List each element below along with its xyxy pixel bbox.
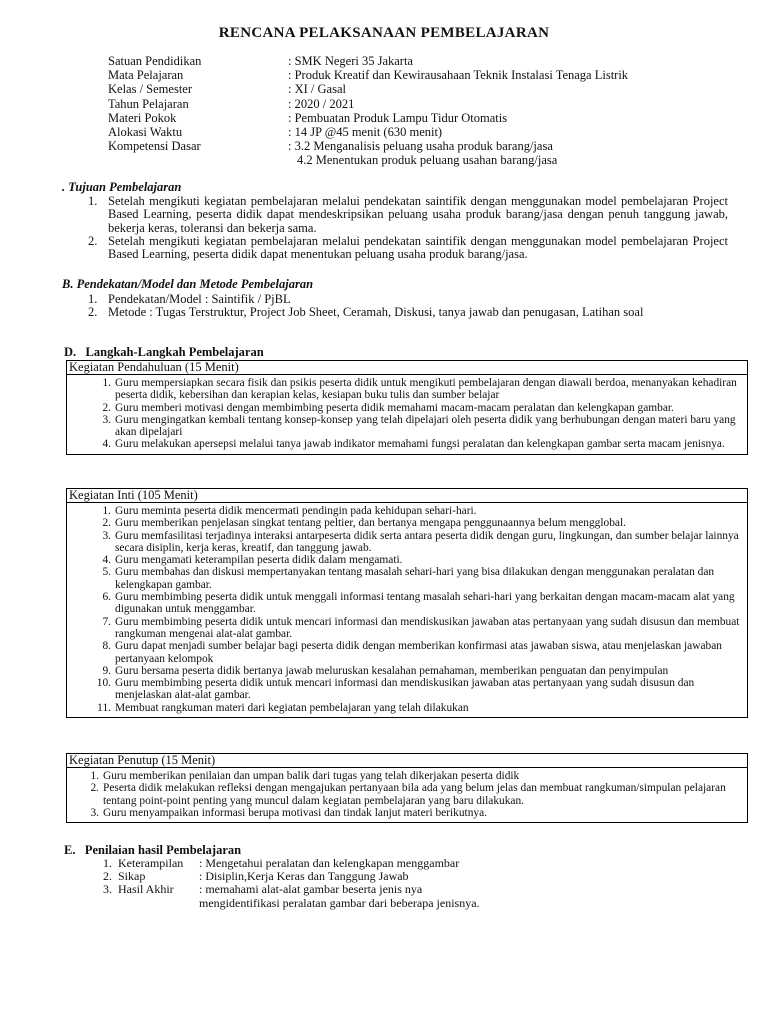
item-number: 1.	[102, 505, 111, 517]
list-item	[67, 807, 747, 819]
list-item	[67, 702, 747, 714]
section-b-list	[84, 293, 694, 320]
item-text: Pendekatan/Model : Saintifik / PjBL	[108, 292, 291, 306]
item-text: Setelah mengikuti kegiatan pembelajaran melalui pendekatan saintifik dengan menggunakan model pembelajaran Project Based Learning, peserta didik dapat mendeskripsikan peluang usaha produk barang/jasa dengan penuh tanggung jawab, bekerja keras, toleransi dan bekerja sama.	[108, 194, 728, 235]
item-text: Guru membimbing peserta didik untuk menggali informasi tentang masalah sehari-hari yang berkaitan dengan macam-macam alat yang digunakan untuk menggambar.	[115, 591, 735, 616]
list-item	[67, 566, 747, 591]
item-number: 1.	[90, 770, 99, 782]
info-row	[108, 68, 628, 82]
info-value: : Produk Kreatif dan Kewirausahaan Teknik Instalasi Tenaga Listrik	[288, 68, 629, 83]
item-value: : memahami alat-alat gambar beserta jenis nya	[199, 882, 423, 897]
list-item	[67, 530, 747, 555]
item-text: Guru memberi motivasi dengan membimbing peserta didik memahami macam-macam peralatan dan kelengkapan gambar.	[115, 401, 674, 414]
info-label: Kelas / Semester	[108, 82, 193, 97]
item-text: Guru memfasilitasi terjadinya interaksi antarpeserta didik serta antara peserta didik dengan guru, lingkungan, dan sumber belajar lainnya secara disiplin, kerja keras, kreatif, dan tanggung jawab.	[115, 529, 739, 554]
item-number: 2.	[102, 517, 111, 530]
item-number: 3.	[102, 413, 111, 426]
item-number: 2.	[88, 305, 98, 320]
item-number: 8.	[102, 640, 111, 653]
info-row	[108, 125, 628, 139]
info-row	[108, 97, 628, 111]
item-text: Guru meminta peserta didik mencermati pendingin pada kehidupan sehari-hari.	[115, 505, 477, 517]
item-key: Sikap	[118, 869, 146, 884]
item-number: 3.	[102, 529, 111, 542]
item-text: Membuat rangkuman materi dari kegiatan pembelajaran yang telah dilakukan	[115, 701, 469, 714]
item-text: Guru memberikan penilaian dan umpan balik dari tugas yang telah dikerjakan peserta didik	[103, 770, 520, 782]
kegiatan-penutup-header: Kegiatan Penutup (15 Menit)	[67, 754, 747, 768]
section-e-list	[90, 857, 480, 910]
item-text: Metode : Tugas Terstruktur, Project Job Sheet, Ceramah, Diskusi, tanya jawab dan penugasan, Latihan soal	[108, 305, 644, 320]
item-text: Guru dapat menjadi sumber belajar bagi peserta didik dengan memberikan konfirmasi atas jawaban siswa, atau menjelaskan jawaban pertanyaan kelompok	[115, 640, 722, 665]
kegiatan-inti-box	[66, 488, 748, 718]
info-label: Alokasi Waktu	[108, 125, 183, 140]
list-item	[67, 402, 747, 414]
info-continuation: 4.2 Menentukan produk peluang usahan barang/jasa	[297, 153, 558, 168]
section-a-title: . Tujuan Pembelajaran	[62, 180, 182, 194]
item-number: 9.	[102, 664, 111, 677]
info-row	[108, 139, 628, 153]
info-label: Kompetensi Dasar	[108, 139, 201, 154]
item-number: 2.	[88, 233, 98, 248]
item-number: 5.	[102, 566, 111, 579]
item-text: Guru mengamati keterampilan peserta didik dalam mengamati.	[115, 554, 403, 567]
list-item	[84, 195, 728, 235]
list-item	[67, 782, 747, 807]
kegiatan-penutup-box	[66, 753, 748, 823]
list-item	[67, 770, 747, 782]
list-item	[67, 377, 747, 402]
section-a-list	[84, 195, 728, 261]
section-e-title: E. Penilaian hasil Pembelajaran	[64, 843, 242, 857]
item-text: Guru membahas dan diskusi mempertanyakan tentang masalah sehari-hari yang bisa dilakukan dengan menggunakan peralatan dan kelengkapan gambar.	[115, 566, 715, 591]
item-number: 11.	[97, 701, 111, 714]
info-row	[108, 111, 628, 125]
kegiatan-pendahuluan-header: Kegiatan Pendahuluan (15 Menit)	[67, 361, 747, 375]
list-item	[67, 554, 747, 566]
info-row	[108, 82, 628, 96]
item-text: Guru menyampaikan informasi berupa motivasi dan tindak lanjut materi berikutnya.	[103, 806, 488, 819]
item-key: Hasil Akhir	[118, 882, 174, 897]
list-item	[84, 306, 694, 319]
item-number: 2.	[103, 869, 112, 884]
item-text: Setelah mengikuti kegiatan pembelajaran melalui pendekatan saintifik dengan menggunakan model pembelajaran Project Based Learning, peserta didik dapat menentukan peluang usaha produk barang/jasa.	[108, 233, 728, 262]
item-number: 4.	[102, 554, 111, 567]
info-label: Materi Pokok	[108, 110, 177, 125]
section-b-title: B. Pendekatan/Model dan Metode Pembelajaran	[62, 277, 314, 291]
item-number: 3.	[103, 882, 112, 897]
item-number: 6.	[102, 591, 111, 604]
item-text: Guru mengingatkan kembali tentang konsep-konsep yang telah dipelajari oleh peserta didik yang berhubungan dengan materi baru yang akan dipelajari	[115, 413, 736, 439]
info-value: : XI / Gasal	[288, 82, 346, 97]
item-number: 3.	[90, 806, 99, 819]
list-item	[67, 591, 747, 616]
info-value: : 2020 / 2021	[288, 96, 355, 111]
item-text: Guru membimbing peserta didik untuk mencari informasi dan mendiskusikan jawaban atas pertanyaan yang sudah disusun dan menjelaskan alat-alat gambar.	[115, 677, 695, 702]
item-number: 1.	[88, 292, 98, 306]
item-text: Guru memberikan penjelasan singkat tentang peltier, dan bertanya mengapa penggunaannya belum mengglobal.	[115, 517, 626, 530]
item-number: 1.	[102, 377, 111, 389]
list-item	[67, 616, 747, 641]
item-text: Peserta didik melakukan refleksi dengan mengajukan pertanyaan bila ada yang belum jelas dan membuat rangkuman/simpulan pelajaran tentang point-point penting yang muncul dalam kegiatan pembelajaran yang baru dilakukan.	[103, 782, 726, 807]
list-item	[84, 293, 694, 306]
info-label: Satuan Pendidikan	[108, 54, 202, 68]
list-item	[67, 677, 747, 702]
kegiatan-penutup-list	[67, 770, 747, 819]
item-key: Keterampilan	[118, 856, 184, 870]
kegiatan-pendahuluan-list	[67, 377, 747, 451]
info-value: : Pembuatan Produk Lampu Tidur Otomatis	[288, 110, 508, 125]
info-value: : 3.2 Menganalisis peluang usaha produk barang/jasa	[288, 139, 553, 154]
info-block	[108, 54, 628, 168]
list-item	[67, 665, 747, 677]
item-number: 7.	[102, 615, 111, 628]
item-number: 10.	[96, 677, 111, 690]
list-item	[67, 438, 747, 450]
info-row	[108, 54, 628, 68]
item-number: 1.	[88, 194, 98, 208]
list-item	[67, 517, 747, 529]
list-item	[67, 640, 747, 665]
item-value: : Mengetahui peralatan dan kelengkapan menggambar	[199, 856, 460, 870]
info-label: Mata Pelajaran	[108, 68, 184, 83]
item-text: Guru melakukan apersepsi melalui tanya jawab indikator memahami fungsi peralatan dan kelengkapan gambar serta macam jenisnya.	[115, 438, 725, 451]
section-d-title: D. Langkah-Langkah Pembelajaran	[64, 345, 264, 359]
info-label: Tahun Pelajaran	[108, 96, 189, 111]
info-value: : 14 JP @45 menit (630 menit)	[288, 125, 443, 140]
item-number: 2.	[90, 782, 99, 795]
item-continuation: mengidentifikasi peralatan gambar dari beberapa jenisnya.	[199, 895, 480, 910]
kegiatan-inti-list	[67, 505, 747, 714]
item-text: Guru membimbing peserta didik untuk mencari informasi dan mendiskusikan jawaban atas pertanyaan yang sudah disusun dan membuat rangkuman mengenai alat-alat gambar.	[115, 615, 740, 640]
document-title: RENCANA PELAKSANAAN PEMBELAJARAN	[218, 25, 550, 41]
item-value: : Disiplin,Kerja Keras dan Tanggung Jawab	[199, 869, 409, 884]
list-item	[67, 414, 747, 439]
item-text: Guru mempersiapkan secara fisik dan psikis peserta didik untuk mengikuti pembelajaran dengan diawali berdoa, menanyakan kehadiran peserta didik, kebersihan dan kerapian kelas, kesiapan buku tulis dan sumber belajar	[115, 377, 737, 402]
list-item	[67, 505, 747, 517]
item-number: 4.	[102, 438, 111, 451]
item-text: Guru bersama peserta didik bertanya jawab meluruskan kesalahan pemahaman, memberikan penguatan dan penyimpulan	[115, 664, 669, 677]
kegiatan-inti-header: Kegiatan Inti (105 Menit)	[67, 489, 747, 503]
item-number: 1.	[103, 856, 112, 870]
kegiatan-pendahuluan-box	[66, 360, 748, 455]
list-item	[84, 235, 728, 262]
info-value: : SMK Negeri 35 Jakarta	[288, 54, 413, 68]
item-number: 2.	[102, 401, 111, 414]
list-item	[90, 883, 480, 896]
